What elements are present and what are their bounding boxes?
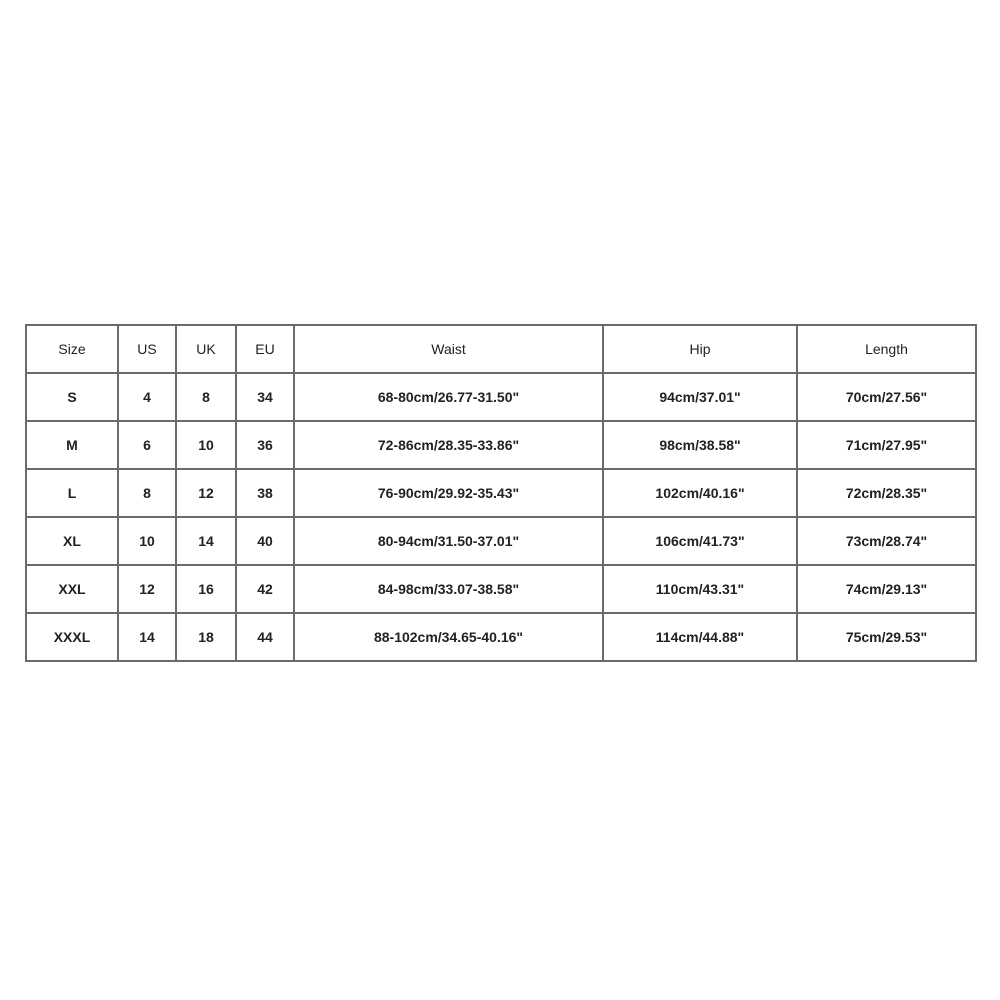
cell-hip: 114cm/44.88" [603,613,797,661]
cell-waist: 68-80cm/26.77-31.50" [294,373,603,421]
column-header-waist: Waist [294,325,603,373]
cell-size: XL [26,517,118,565]
table-row [26,421,976,469]
cell-us: 14 [118,613,176,661]
cell-length: 72cm/28.35" [797,469,976,517]
cell-uk: 18 [176,613,236,661]
cell-size: S [26,373,118,421]
cell-hip: 102cm/40.16" [603,469,797,517]
cell-uk: 8 [176,373,236,421]
cell-waist: 72-86cm/28.35-33.86" [294,421,603,469]
cell-waist: 88-102cm/34.65-40.16" [294,613,603,661]
cell-uk: 16 [176,565,236,613]
table-row [26,565,976,613]
column-header-uk: UK [176,325,236,373]
cell-us: 10 [118,517,176,565]
cell-eu: 44 [236,613,294,661]
column-header-hip: Hip [603,325,797,373]
cell-hip: 94cm/37.01" [603,373,797,421]
cell-size: M [26,421,118,469]
table-header-row [26,325,976,373]
cell-us: 12 [118,565,176,613]
column-header-eu: EU [236,325,294,373]
cell-uk: 12 [176,469,236,517]
column-header-size: Size [26,325,118,373]
cell-hip: 98cm/38.58" [603,421,797,469]
cell-length: 73cm/28.74" [797,517,976,565]
cell-uk: 10 [176,421,236,469]
cell-size: L [26,469,118,517]
cell-waist: 76-90cm/29.92-35.43" [294,469,603,517]
cell-us: 4 [118,373,176,421]
cell-eu: 40 [236,517,294,565]
cell-eu: 36 [236,421,294,469]
cell-uk: 14 [176,517,236,565]
cell-length: 71cm/27.95" [797,421,976,469]
cell-size: XXL [26,565,118,613]
cell-eu: 42 [236,565,294,613]
cell-size: XXXL [26,613,118,661]
table-row [26,517,976,565]
cell-eu: 34 [236,373,294,421]
table-row [26,469,976,517]
cell-eu: 38 [236,469,294,517]
table-row [26,373,976,421]
size-chart-table [25,324,977,662]
column-header-length: Length [797,325,976,373]
table-row [26,613,976,661]
cell-length: 70cm/27.56" [797,373,976,421]
cell-length: 75cm/29.53" [797,613,976,661]
cell-hip: 106cm/41.73" [603,517,797,565]
cell-hip: 110cm/43.31" [603,565,797,613]
cell-us: 8 [118,469,176,517]
cell-waist: 80-94cm/31.50-37.01" [294,517,603,565]
cell-us: 6 [118,421,176,469]
cell-length: 74cm/29.13" [797,565,976,613]
cell-waist: 84-98cm/33.07-38.58" [294,565,603,613]
column-header-us: US [118,325,176,373]
